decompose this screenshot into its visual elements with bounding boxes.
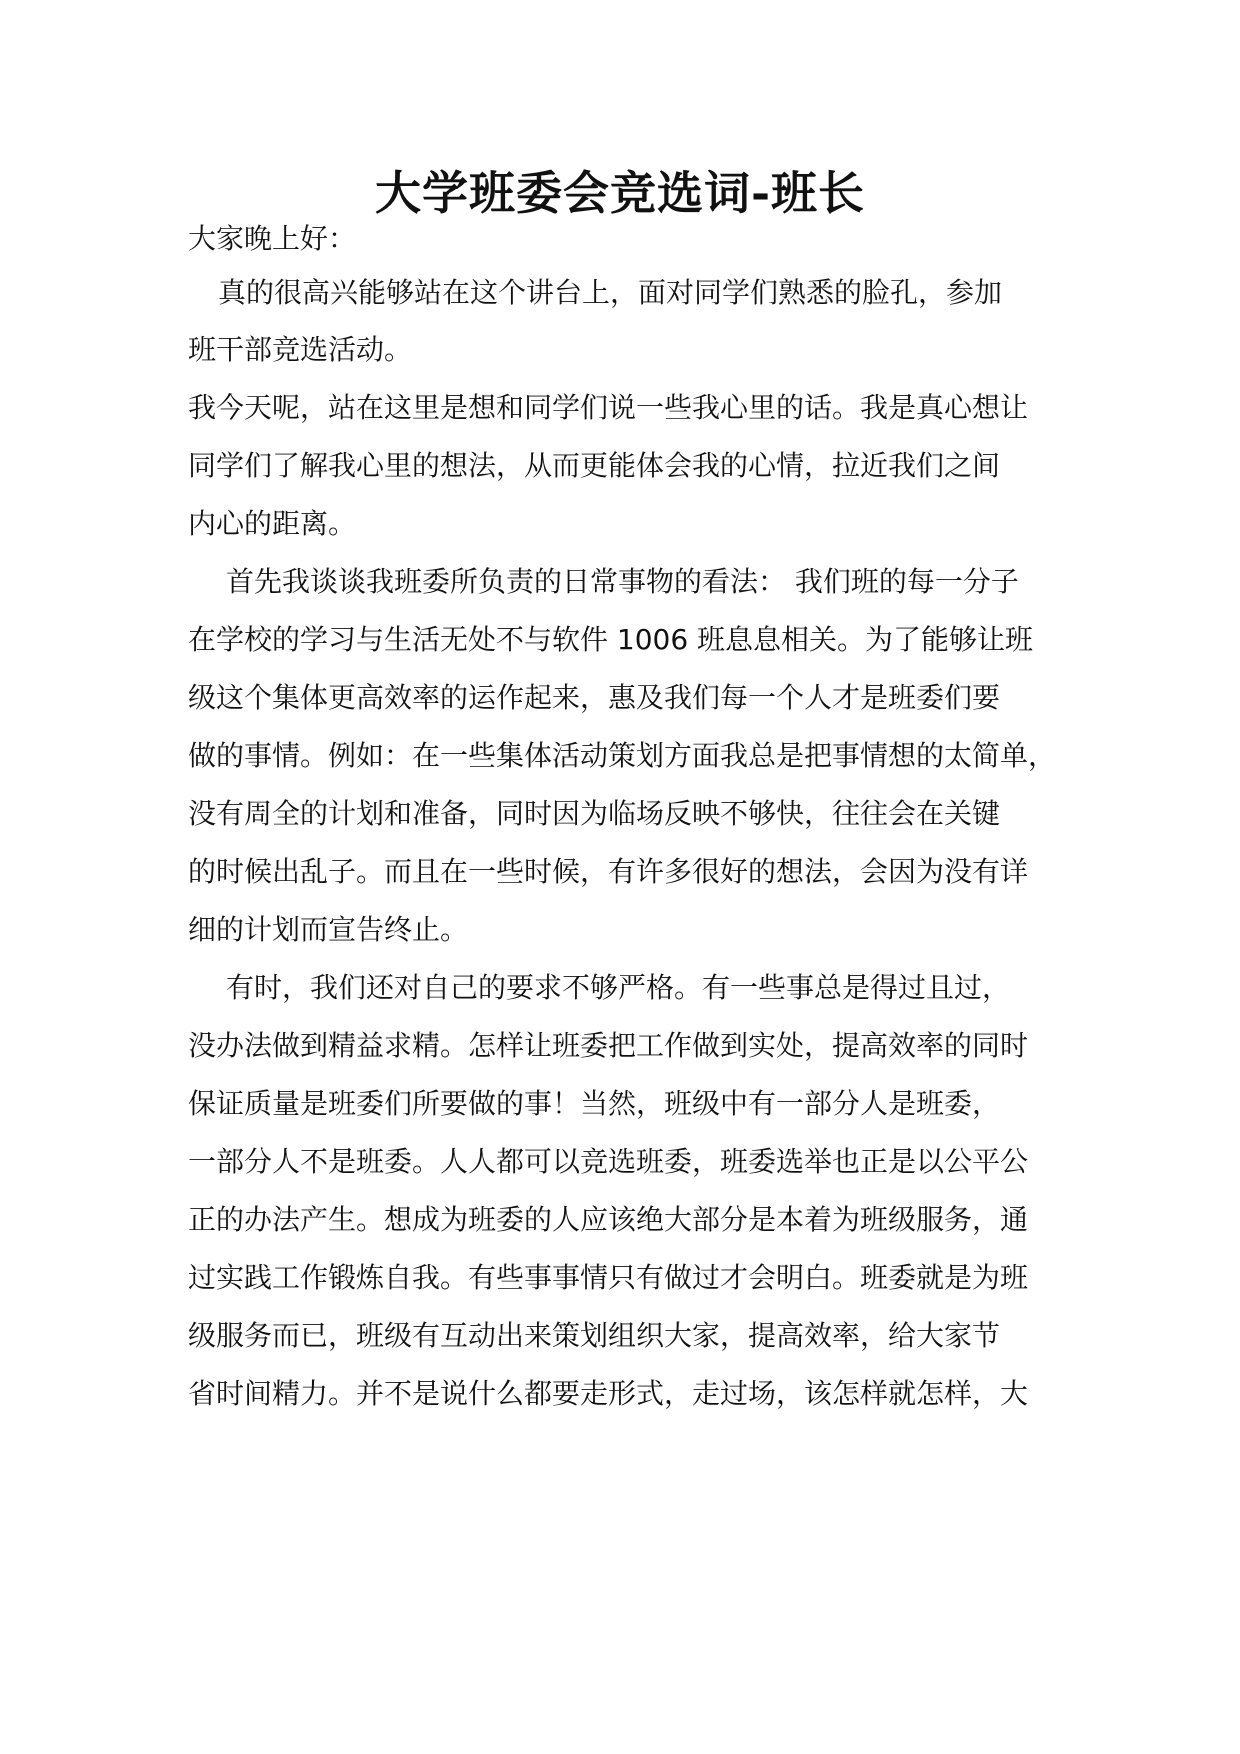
text-line: 真的很高兴能够站在这个讲台上，面对同学们熟悉的脸孔，参加 [218, 276, 1003, 309]
text-line: 同学们了解我心里的想法，从而更能体会我的心情，拉近我们之间 [188, 449, 1001, 482]
text-line: 内心的距离。 [188, 507, 357, 540]
text-line: 级这个集体更高效率的运作起来，惠及我们每一个人才是班委们要 [188, 681, 1001, 714]
text-line: 的时候出乱子。而且在一些时候，有许多很好的想法，会因为没有详 [188, 855, 1029, 888]
text-line: 过实践工作锻炼自我。有些事事情只有做过才会明白。班委就是为班 [188, 1261, 1029, 1294]
document-title: 大学班委会竞选词-班长 [374, 166, 866, 220]
text-line: 省时间精力。并不是说什么都要走形式，走过场，该怎样就怎样，大 [188, 1377, 1029, 1410]
text-line: 没办法做到精益求精。怎样让班委把工作做到实处，提高效率的同时 [188, 1029, 1029, 1062]
text-line: 级服务而已，班级有互动出来策划组织大家，提高效率，给大家节 [188, 1319, 1001, 1352]
text-line: 没有周全的计划和准备，同时因为临场反映不够快，往往会在关键 [188, 797, 1001, 830]
text-line: 正的办法产生。想成为班委的人应该绝大部分是本着为班级服务，通 [188, 1203, 1029, 1236]
text-line: 大家晚上好： [188, 222, 357, 255]
text-line: 有时，我们还对自己的要求不够严格。有一些事总是得过且过， [226, 971, 1011, 1004]
text-line: 保证质量是班委们所要做的事！当然，班级中有一部分人是班委， [188, 1087, 1001, 1120]
text-line: 班干部竞选活动。 [188, 333, 413, 366]
text-line: 首先我谈谈我班委所负责的日常事物的看法： 我们班的每一分子 [226, 565, 1019, 598]
text-line: 一部分人不是班委。人人都可以竞选班委，班委选举也正是以公平公 [188, 1145, 1029, 1178]
text-line: 在学校的学习与生活无处不与软件 1006 班息息相关。为了能够让班 [188, 623, 1034, 656]
text-line: 细的计划而宣告终止。 [188, 913, 469, 946]
text-line: 我今天呢，站在这里是想和同学们说一些我心里的话。我是真心想让 [188, 391, 1029, 424]
text-line: 做的事情。例如：在一些集体活动策划方面我总是把事情想的太简单， [188, 739, 1057, 772]
